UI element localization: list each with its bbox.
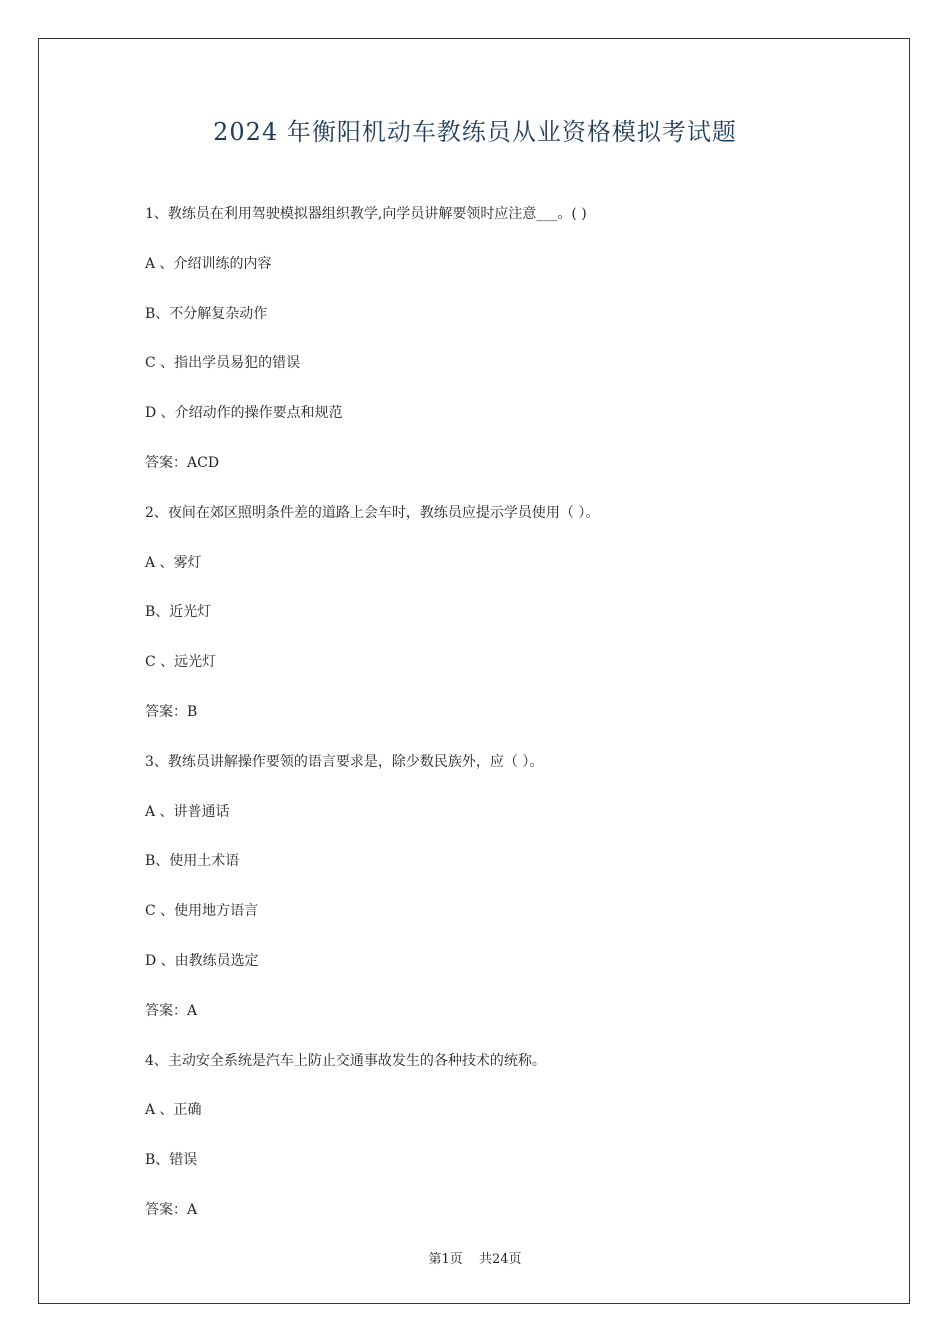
answer-2: 答案：B [145,703,198,720]
option-2-c: C 、远光灯 [145,654,217,671]
option-2-a: A 、雾灯 [145,554,202,571]
option-4-a: A 、正确 [145,1102,202,1119]
option-3-b: B、使用土术语 [145,853,240,870]
question-list [145,202,865,1248]
answer-3: 答案：A [145,1002,198,1019]
question-stem-4: 4、主动安全系统是汽车上防止交通事故发生的各种技术的统称。 [145,1052,546,1069]
page-footer [0,1248,950,1267]
answer-1: 答案：ACD [145,454,220,471]
option-3-a: A 、讲普通话 [145,803,230,820]
document-title: 2024 年衡阳机动车教练员从业资格模拟考试题 [213,118,737,146]
option-4-b: B、错误 [145,1152,198,1169]
page-total: 共24页 [478,1252,522,1267]
answer-4: 答案：A [145,1201,198,1218]
option-3-c: C 、使用地方语言 [145,903,259,920]
question-stem-2: 2、夜间在郊区照明条件差的道路上会车时，教练员应提示学员使用（ ）。 [145,504,600,521]
question-stem-1: 1、教练员在利用驾驶模拟器组织教学,向学员讲解要领时应注意___。( ) [145,206,587,222]
option-1-b: B、不分解复杂动作 [145,305,268,322]
option-1-c: C 、指出学员易犯的错误 [145,355,301,372]
option-1-d: D 、介绍动作的操作要点和规范 [145,405,343,422]
page-number: 第1页 [428,1252,463,1267]
option-3-d: D 、由教练员选定 [145,952,259,969]
option-2-b: B、近光灯 [145,604,212,621]
question-stem-3: 3、教练员讲解操作要领的语言要求是，除少数民族外，应（ ）。 [145,753,544,770]
option-1-a: A 、介绍训练的内容 [145,255,272,272]
